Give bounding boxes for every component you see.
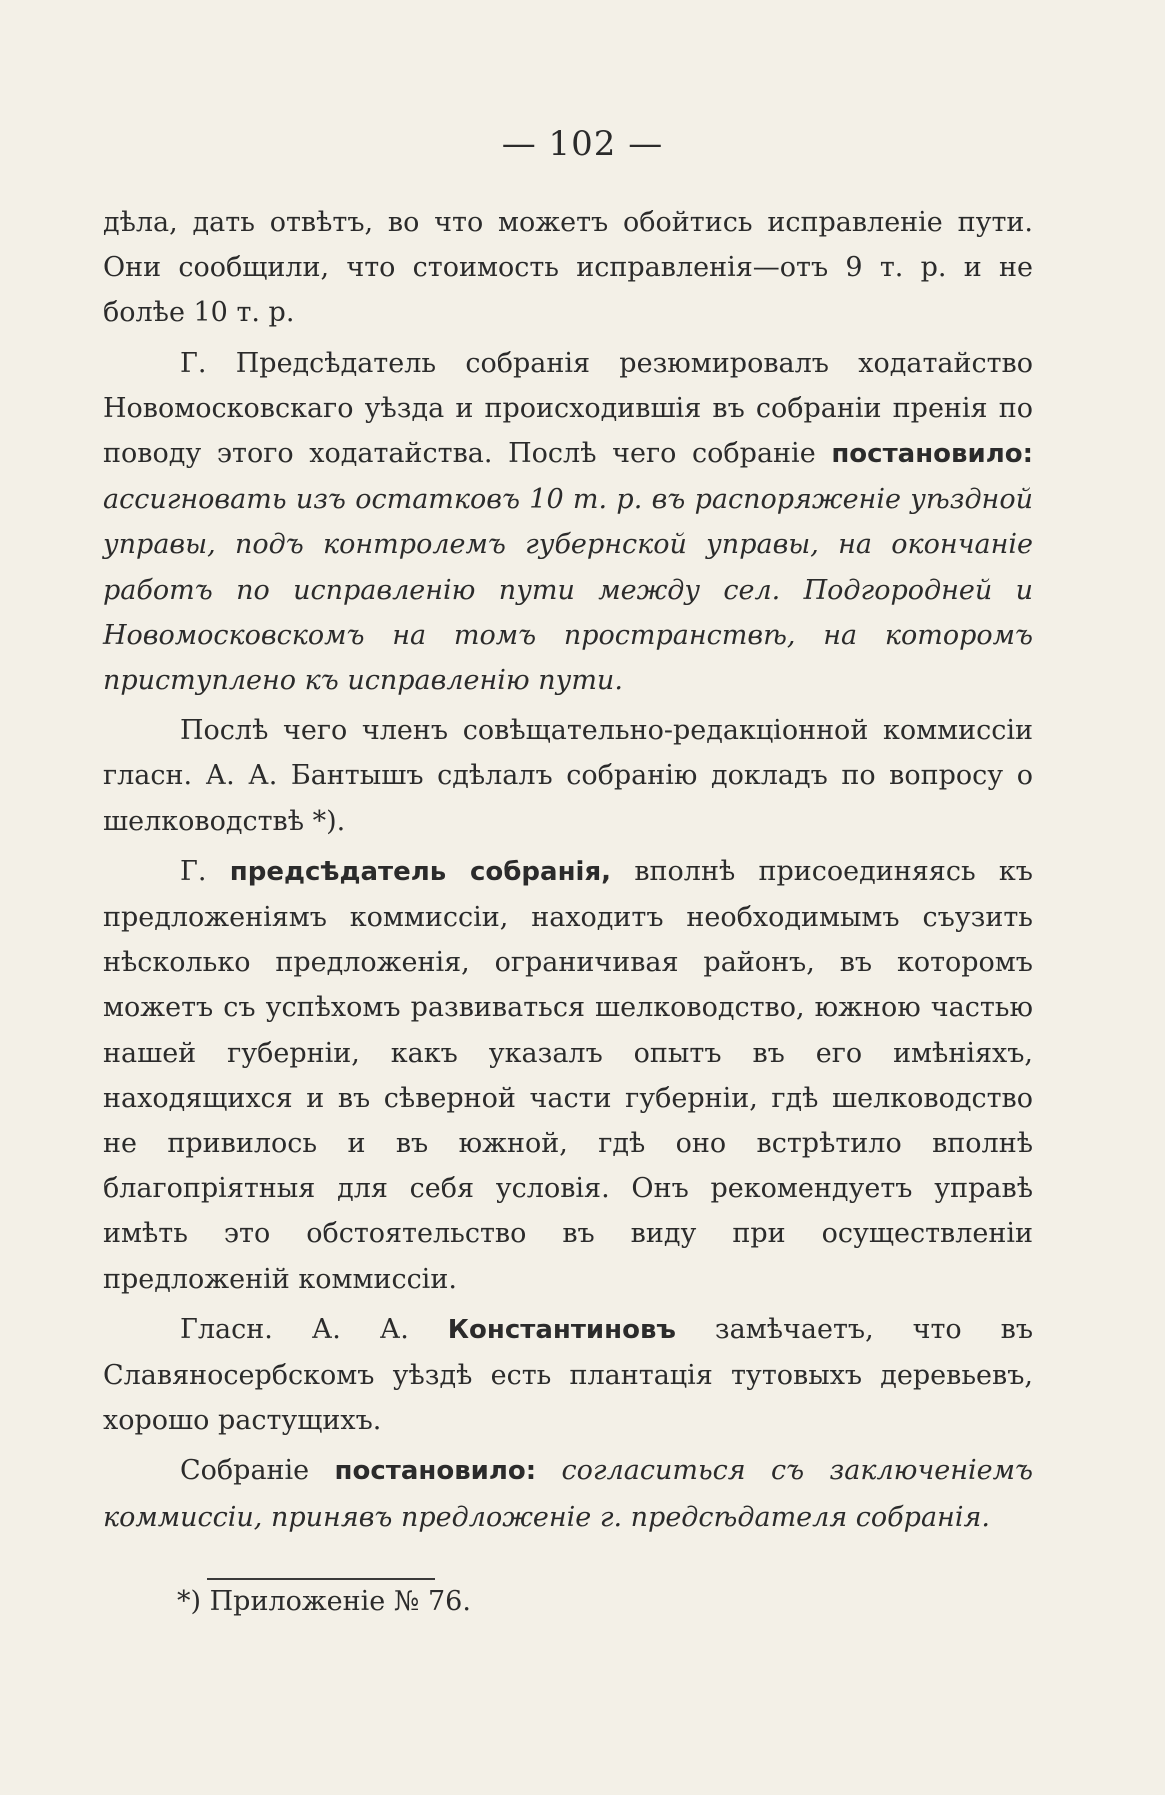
paragraph-2	[103, 341, 1033, 704]
text-run: Г.	[180, 855, 230, 887]
page-number: — 102 —	[501, 124, 664, 164]
paragraph-5	[103, 1307, 1033, 1444]
italic-run: согласиться съ заключеніемъ коммиссіи, принявъ предложеніе г. предсѣдателя собранія.	[103, 1455, 1033, 1533]
paragraph-4	[103, 849, 1033, 1302]
footnote: *) Приложеніе № 76.	[177, 1586, 471, 1617]
paragraph-1	[103, 200, 1033, 336]
text-run: дѣла, дать отвѣтъ, во что можетъ обойтись исправленіе пути. Они сообщили, что стоимость исправленія—отъ 9 т. р. и не болѣе 10 т. р.	[103, 207, 1033, 329]
text-run: Гласн. А. А.	[180, 1313, 448, 1345]
body-text	[103, 200, 1033, 1545]
text-run: вполнѣ присоединяясь къ предложеніямъ коммиссіи, находитъ необходимымъ съузить нѣсколько предложенія, ограничивая районъ, въ которомъ можетъ съ успѣхомъ развиваться шелководство, южною частью нашей губерніи, какъ указалъ опытъ въ его имѣніяхъ, находящихся и въ сѣверной части губерніи, гдѣ шелководство не привилось и въ южной, гдѣ оно встрѣтило вполнѣ благопріятныя для себя условія. Онъ рекомендуетъ управѣ имѣть это обстоятельство въ виду при осуществленіи предложеній коммиссіи.	[103, 855, 1033, 1295]
text-run: Собраніе	[180, 1455, 335, 1487]
bold-run: Константиновъ	[447, 1314, 676, 1345]
bold-run: постановило:	[334, 1456, 537, 1487]
bold-run: предсѣдатель собранія,	[229, 856, 612, 887]
paragraph-6	[103, 1448, 1033, 1539]
paragraph-3	[103, 708, 1033, 844]
text-run: Г. Предсѣдатель собранія резюмировалъ ходатайство Новомосковскаго уѣзда и происходившія въ собраніи пренія по поводу этого ходатайства. Послѣ чего собраніе	[103, 347, 1033, 470]
italic-run: ассигновать изъ остатковъ 10 т. р. въ распоряженіе уѣздной управы, подъ контролемъ губернской управы, на окончаніе работъ по исправленію пути между сел. Подгородней и Новомосковскомъ на томъ пространствѣ, на которомъ приступлено къ исправленію пути.	[103, 484, 1033, 697]
text-run: замѣчаетъ, что въ Славяносербскомъ уѣздѣ есть плантація тутовыхъ деревьевъ, хорошо растущихъ.	[103, 1313, 1034, 1437]
bold-run: постановило:	[831, 439, 1033, 470]
text-run: Послѣ чего членъ совѣщательно-редакціонной коммиссіи гласн. А. А. Бантышъ сдѣлалъ собранію докладъ по вопросу о шелководствѣ *).	[103, 715, 1033, 837]
